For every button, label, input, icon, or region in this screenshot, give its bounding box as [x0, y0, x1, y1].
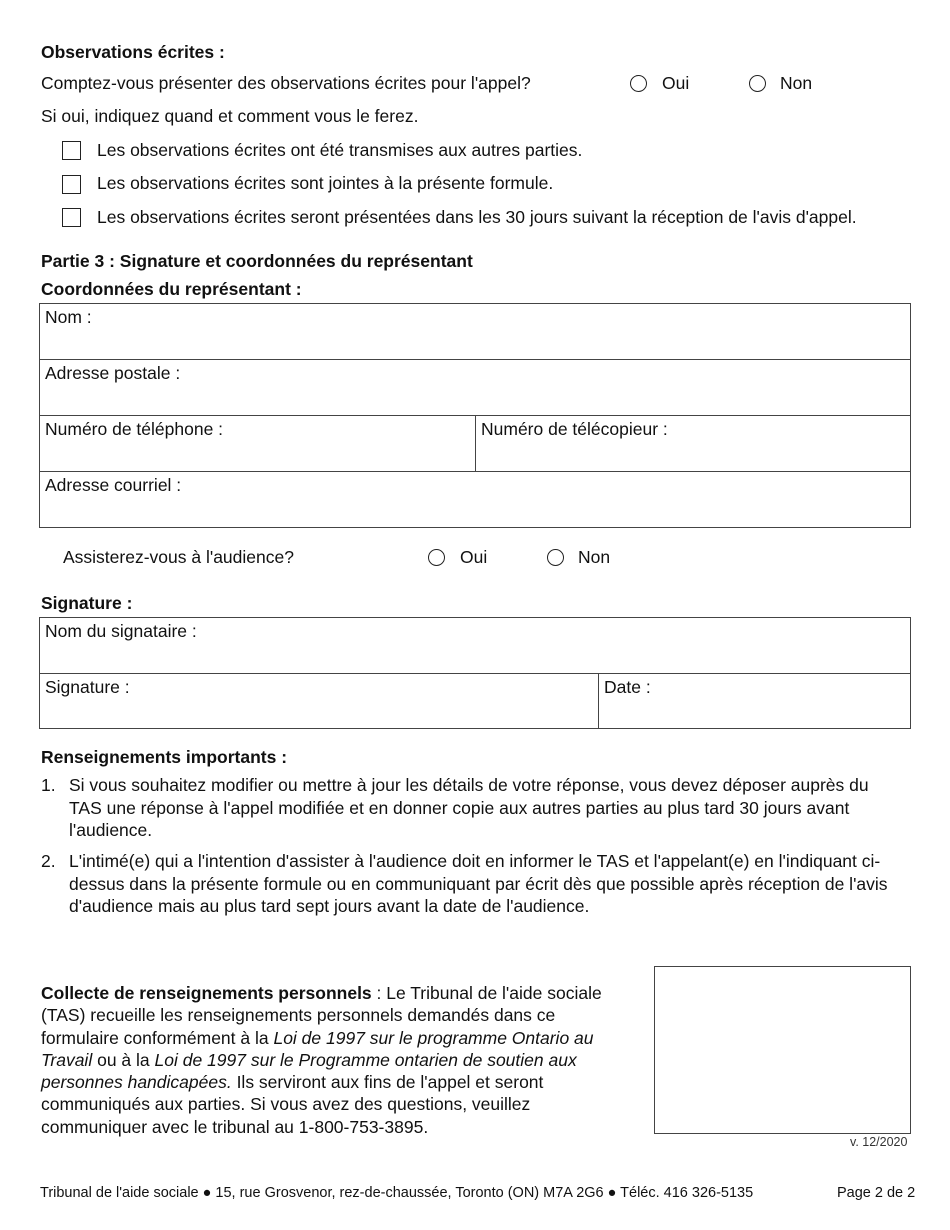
- name-label: Nom :: [45, 307, 92, 327]
- written-yes-label: Oui: [662, 73, 690, 93]
- signer-name-label: Nom du signataire :: [45, 621, 197, 641]
- attend-yes-label: Oui: [460, 547, 488, 567]
- attend-no-label: Non: [578, 547, 611, 567]
- written-instruction: Si oui, indiquez quand et comment vous le ferez.: [41, 106, 419, 126]
- important-item-number: 2.: [41, 851, 56, 871]
- important-item-text: Si vous souhaitez modifier ou mettre à jour les détails de votre réponse, vous devez déposer auprès du TAS une réponse à l'appel modifiée et en donner copie aux autres parties au plus tard 30 jours avant l'audience.: [69, 775, 869, 840]
- privacy-notice-heading: Collecte de renseignements personnels: [41, 983, 372, 1003]
- written-option-checkbox[interactable]: [62, 208, 81, 227]
- written-yes-radio[interactable]: [630, 75, 647, 92]
- written-heading: Observations écrites :: [41, 42, 225, 62]
- important-item-number: 1.: [41, 775, 56, 795]
- written-option-checkbox[interactable]: [62, 175, 81, 194]
- email-field[interactable]: [39, 471, 911, 528]
- attend-no-radio[interactable]: [547, 549, 564, 566]
- fax-field[interactable]: [475, 415, 911, 472]
- written-question: Comptez-vous présenter des observations écrites pour l'appel?: [41, 73, 531, 93]
- phone-field[interactable]: [39, 415, 476, 472]
- name-field[interactable]: [39, 303, 911, 360]
- date-label: Date :: [604, 677, 651, 697]
- signature-label: Signature :: [45, 677, 130, 697]
- version-label: v. 12/2020: [850, 1135, 908, 1149]
- written-no-label: Non: [780, 73, 813, 93]
- date-field[interactable]: [598, 673, 911, 729]
- phone-label: Numéro de téléphone :: [45, 419, 224, 439]
- important-item: [41, 850, 901, 918]
- written-option-label: Les observations écrites seront présentées dans les 30 jours suivant la réception de l'avis d'appel.: [97, 207, 857, 227]
- important-item: [41, 774, 901, 842]
- part3-heading: Partie 3 : Signature et coordonnées du représentant: [41, 251, 473, 271]
- privacy-text: Ils serviront aux fins de l'appel et seront communiqués aux parties. Si vous avez des questions, veuillez communiquer avec le tribunal au 1-800-753-3895.: [41, 1072, 544, 1137]
- email-label: Adresse courriel :: [45, 475, 182, 495]
- privacy-text: ou à la: [92, 1049, 155, 1070]
- address-label: Adresse postale :: [45, 363, 181, 383]
- privacy-notice: [41, 982, 631, 1138]
- privacy-text: : Le Tribunal de l'aide sociale (TAS) recueille les renseignements personnels demandés dans ce formulaire conformément à la: [41, 983, 602, 1048]
- important-item-text: L'intimé(e) qui a l'intention d'assister à l'audience doit en informer le TAS et l'appelant(e) en l'indiquant ci-dessus dans la présente formule ou en communiquant par écrit dès que possible après réception de l'avis d'audience mais au plus tard sept jours avant la date de l'audience.: [69, 851, 888, 916]
- attend-question: Assisterez-vous à l'audience?: [63, 547, 294, 567]
- signer-name-field[interactable]: [39, 617, 911, 674]
- written-option-checkbox[interactable]: [62, 141, 81, 160]
- page-number: Page 2 de 2: [837, 1185, 916, 1201]
- representative-subheading: Coordonnées du représentant :: [41, 279, 302, 299]
- office-use-box: [654, 966, 911, 1134]
- written-option-label: Les observations écrites sont jointes à la présente formule.: [97, 173, 554, 193]
- footer-address: Tribunal de l'aide sociale ● 15, rue Grosvenor, rez-de-chaussée, Toronto (ON) M7A 2G6 ● Téléc. 416 326-5135: [40, 1185, 754, 1201]
- important-heading: Renseignements importants :: [41, 747, 288, 767]
- signature-field[interactable]: [39, 673, 599, 729]
- written-no-radio[interactable]: [749, 75, 766, 92]
- written-option-label: Les observations écrites ont été transmises aux autres parties.: [97, 140, 583, 160]
- address-field[interactable]: [39, 359, 911, 416]
- privacy-act-odsp: Loi de 1997 sur le Programme ontarien de soutien aux personnes handicapées.: [41, 1049, 577, 1093]
- privacy-act-ow: Loi de 1997 sur le programme Ontario au Travail: [41, 1027, 594, 1070]
- signature-heading: Signature :: [41, 593, 133, 613]
- attend-yes-radio[interactable]: [428, 549, 445, 566]
- fax-label: Numéro de télécopieur :: [481, 419, 668, 439]
